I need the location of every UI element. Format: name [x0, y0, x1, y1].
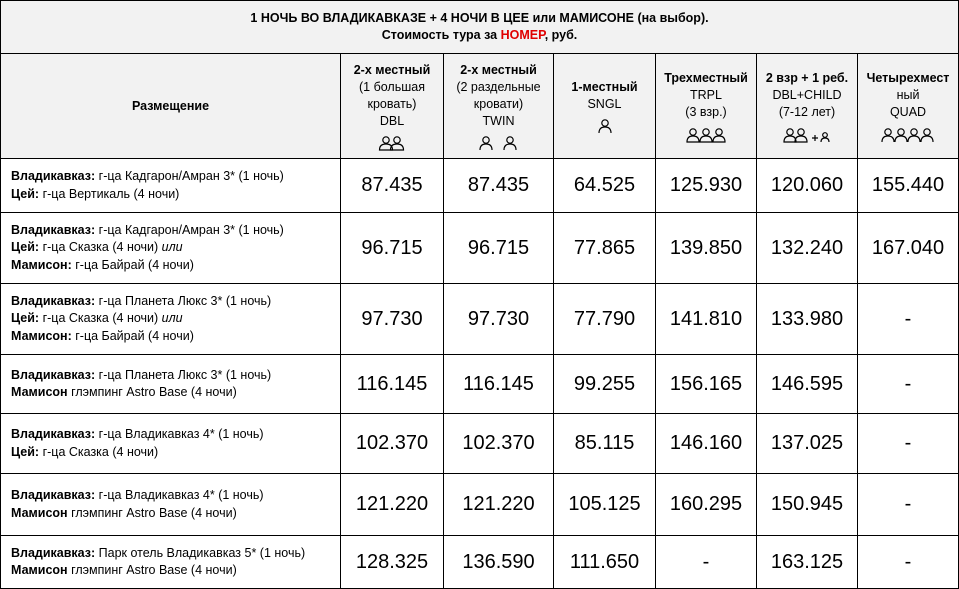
header-trpl	[656, 54, 757, 159]
title-highlight: НОМЕР	[500, 28, 545, 42]
location-label: Владикавказ:	[11, 293, 96, 308]
header-twin-l2: (2 раздельные	[456, 79, 541, 94]
price-cell: 102.370	[341, 414, 444, 474]
accommodation-line	[11, 239, 340, 257]
accommodation-line	[11, 328, 340, 346]
header-quad	[858, 54, 959, 159]
accommodation-line	[11, 545, 340, 563]
accommodation-line	[11, 426, 340, 444]
accommodation-cell	[1, 474, 341, 536]
hotel-text: г-ца Планета Люкс 3* (1 ночь)	[95, 293, 272, 308]
location-label: Владикавказ:	[11, 222, 96, 237]
header-quad-l2: ный	[896, 88, 920, 102]
header-twin-l3: кровати)	[473, 96, 524, 111]
title-line-2	[1, 27, 958, 44]
header-trpl-l3: (3 взр.)	[685, 105, 727, 119]
price-cell: 137.025	[757, 414, 858, 474]
accommodation-line	[11, 293, 340, 311]
header-twin-l4: TWIN	[482, 113, 515, 128]
hotel-text: глэмпинг Astro Base (4 ночи)	[67, 505, 237, 520]
table-row	[1, 474, 959, 536]
price-cell: 132.240	[757, 213, 858, 284]
price-cell: 97.730	[341, 284, 444, 355]
price-cell: 146.595	[757, 355, 858, 414]
price-cell: 64.525	[554, 159, 656, 213]
price-cell: 102.370	[444, 414, 554, 474]
price-cell: 121.220	[341, 474, 444, 536]
hotel-text: Парк отель Владикавказ 5* (1 ночь)	[95, 545, 306, 560]
title-line-1: 1 НОЧЬ ВО ВЛАДИКАВКАЗЕ + 4 НОЧИ В ЦЕЕ или МАМИСОНЕ (на выбор).	[250, 11, 709, 25]
header-dbl-l2: (1 большая	[359, 79, 425, 94]
accommodation-cell	[1, 355, 341, 414]
header-sngl	[554, 54, 656, 159]
price-cell: 116.145	[444, 355, 554, 414]
price-cell: 146.160	[656, 414, 757, 474]
price-cell: 87.435	[341, 159, 444, 213]
two-separate-adults-icon	[444, 135, 553, 151]
price-cell: 160.295	[656, 474, 757, 536]
location-label: Мамисон:	[11, 328, 72, 343]
price-cell: 133.980	[757, 284, 858, 355]
price-cell: 150.945	[757, 474, 858, 536]
price-cell: 96.715	[341, 213, 444, 284]
header-quad-l3: QUAD	[889, 105, 927, 119]
hotel-text: г-ца Кадгарон/Амран 3* (1 ночь)	[95, 222, 284, 237]
price-cell: 139.850	[656, 213, 757, 284]
header-child	[757, 54, 858, 159]
one-adult-icon	[554, 118, 655, 134]
header-twin-l1: 2-х местный	[460, 62, 537, 77]
hotel-text: г-ца Сказка (4 ночи)	[39, 240, 162, 255]
location-label: Цей:	[11, 186, 40, 201]
header-child-l1: 2 взр + 1 реб.	[765, 71, 849, 85]
table-row	[1, 414, 959, 474]
accommodation-line	[11, 222, 340, 240]
accommodation-cell	[1, 284, 341, 355]
table-body	[1, 159, 959, 589]
or-text: или	[161, 240, 183, 255]
table-row	[1, 284, 959, 355]
price-cell: 99.255	[554, 355, 656, 414]
or-text: или	[161, 311, 183, 326]
two-adults-icon	[341, 135, 443, 151]
location-label: Мамисон:	[11, 257, 72, 272]
price-cell: 105.125	[554, 474, 656, 536]
four-adults-icon	[858, 126, 958, 142]
header-dbl-l1: 2-х местный	[353, 62, 431, 77]
two-adults-plus-child-icon	[757, 126, 857, 142]
header-accommodation: Размещение	[1, 54, 341, 159]
header-dbl-l4: DBL	[379, 113, 405, 128]
location-label: Цей:	[11, 311, 40, 326]
accommodation-cell	[1, 213, 341, 284]
table-row	[1, 159, 959, 213]
location-label: Владикавказ:	[11, 367, 96, 382]
price-cell: 120.060	[757, 159, 858, 213]
hotel-text: г-ца Сказка (4 ночи)	[39, 311, 162, 326]
price-cell: 85.115	[554, 414, 656, 474]
table-row	[1, 355, 959, 414]
hotel-text: глэмпинг Astro Base (4 ночи)	[67, 385, 237, 399]
price-cell: -	[858, 474, 959, 536]
location-label: Владикавказ:	[11, 169, 96, 183]
price-cell: 111.650	[554, 536, 656, 589]
price-cell: 155.440	[858, 159, 959, 213]
hotel-text: г-ца Планета Люкс 3* (1 ночь)	[95, 367, 272, 382]
accommodation-cell	[1, 414, 341, 474]
location-label: Мамисон	[11, 505, 68, 520]
price-cell: 97.730	[444, 284, 554, 355]
price-cell: 163.125	[757, 536, 858, 589]
title-text: Стоимость тура за	[381, 28, 501, 42]
price-cell: 125.930	[656, 159, 757, 213]
price-cell: 141.810	[656, 284, 757, 355]
price-cell: 136.590	[444, 536, 554, 589]
accommodation-line	[11, 487, 340, 505]
hotel-text: г-ца Кадгарон/Амран 3* (1 ночь)	[95, 169, 284, 183]
accommodation-line	[11, 367, 340, 385]
header-child-l2: DBL+CHILD	[772, 88, 842, 102]
header-twin	[444, 54, 554, 159]
price-cell: 77.790	[554, 284, 656, 355]
hotel-text: г-ца Владикавказ 4* (1 ночь)	[95, 427, 264, 441]
table-row	[1, 213, 959, 284]
three-adults-icon	[656, 126, 756, 142]
table-title	[1, 1, 959, 54]
hotel-text: г-ца Вертикаль (4 ночи)	[39, 186, 180, 201]
price-cell: 167.040	[858, 213, 959, 284]
price-cell: 156.165	[656, 355, 757, 414]
hotel-text: глэмпинг Astro Base (4 ночи)	[67, 563, 237, 577]
location-label: Цей:	[11, 240, 40, 255]
price-cell: -	[858, 284, 959, 355]
accommodation-line	[11, 186, 340, 204]
accommodation-line	[11, 562, 340, 580]
price-cell: -	[858, 355, 959, 414]
location-label: Владикавказ:	[11, 488, 96, 502]
hotel-text: г-ца Байрай (4 ночи)	[71, 257, 194, 272]
header-dbl	[341, 54, 444, 159]
accommodation-cell	[1, 159, 341, 213]
header-trpl-l2: TRPL	[690, 88, 722, 102]
accommodation-line	[11, 384, 340, 402]
location-label: Мамисон	[11, 563, 68, 577]
location-label: Цей:	[11, 444, 40, 459]
hotel-text: г-ца Сказка (4 ночи)	[39, 444, 159, 459]
title-text-end: , руб.	[544, 28, 578, 42]
header-dbl-l3: кровать)	[367, 96, 417, 111]
accommodation-line	[11, 257, 340, 275]
price-cell: 77.865	[554, 213, 656, 284]
price-cell: 128.325	[341, 536, 444, 589]
header-quad-l1: Четырехмест	[866, 71, 950, 85]
price-cell: 121.220	[444, 474, 554, 536]
location-label: Владикавказ:	[11, 427, 96, 441]
price-cell: -	[858, 414, 959, 474]
accommodation-line	[11, 505, 340, 523]
header-sngl-l2: SNGL	[587, 96, 622, 111]
price-cell: 116.145	[341, 355, 444, 414]
hotel-text: г-ца Владикавказ 4* (1 ночь)	[95, 488, 264, 502]
header-child-l3: (7-12 лет)	[778, 105, 836, 119]
header-trpl-l1: Трехместный	[664, 71, 748, 85]
price-cell: 87.435	[444, 159, 554, 213]
accommodation-line	[11, 310, 340, 328]
hotel-text: г-ца Байрай (4 ночи)	[71, 328, 194, 343]
accommodation-line	[11, 168, 340, 186]
price-cell: -	[858, 536, 959, 589]
price-cell: -	[656, 536, 757, 589]
table-row	[1, 536, 959, 589]
location-label: Мамисон	[11, 385, 68, 399]
accommodation-cell	[1, 536, 341, 589]
accommodation-line	[11, 444, 340, 462]
header-sngl-l1: 1-местный	[571, 79, 638, 94]
location-label: Владикавказ:	[11, 545, 96, 560]
price-cell: 96.715	[444, 213, 554, 284]
